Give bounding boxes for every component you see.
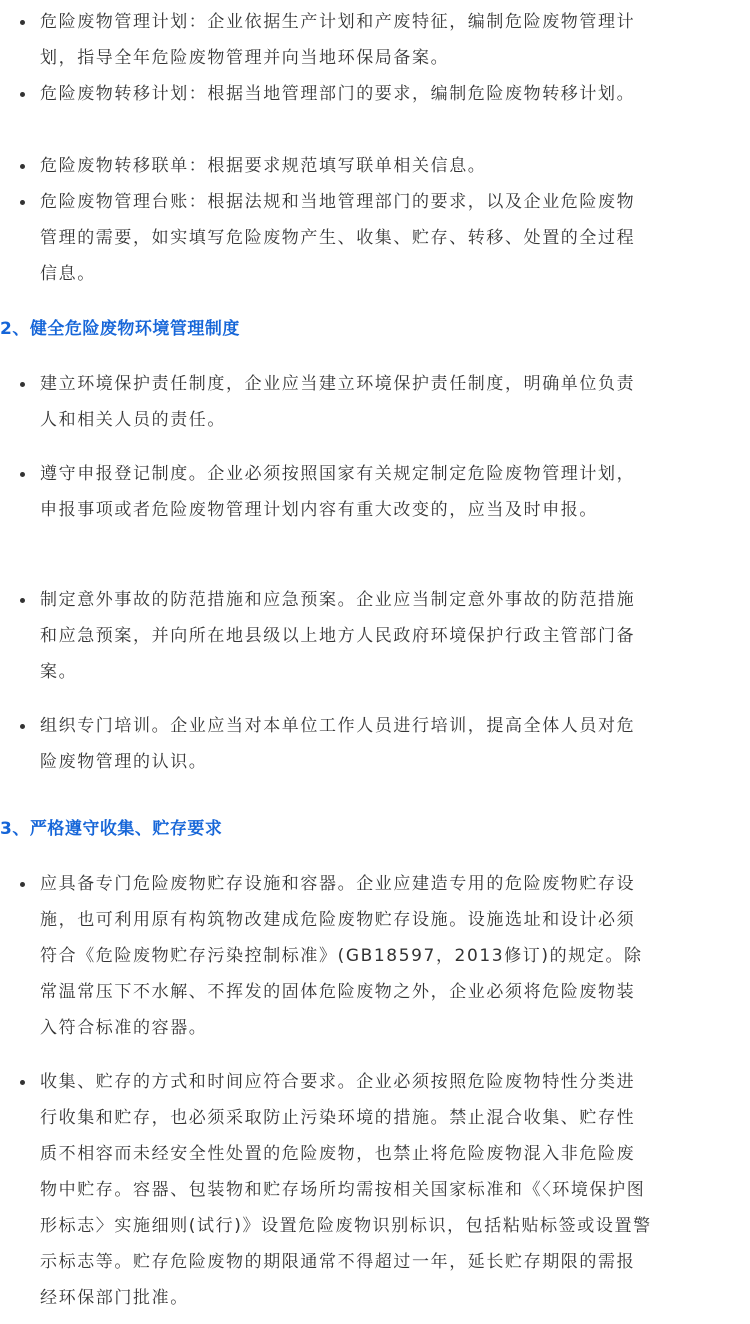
list-item-text: 遵守申报登记制度。企业必须按照国家有关规定制定危险废物管理计划，申报事项或者危险废物管理计划内容有重大改变的，应当及时申报。 (40, 464, 636, 520)
section-heading: 2、健全危险废物环境管理制度 (0, 319, 240, 339)
list-item-text: 制定意外事故的防范措施和应急预案。企业应当制定意外事故的防范措施和应急预案，并向所在地县级以上地方人民政府环境保护行政主管部门备案。 (40, 590, 636, 682)
list-item (0, 4, 750, 76)
bullet-icon (20, 724, 25, 729)
bullet-icon (20, 1080, 25, 1085)
list-item-text: 建立环境保护责任制度，企业应当建立环境保护责任制度，明确单位负责人和相关人员的责任。 (40, 374, 636, 430)
list-item-text: 收集、贮存的方式和时间应符合要求。企业必须按照危险废物特性分类进行收集和贮存，也必须采取防止污染环境的措施。禁止混合收集、贮存性质不相容而未经安全性处置的危险废物，也禁止将危险废物混入非危险废物中贮存。容器、包装物和贮存场所均需按相关国家标准和《〈环境保护图形标志〉实施细则(试行)》设置危险废物识别标识，包括粘贴标签或设置警示标志等。贮存危险废物的期限通常不得超过一年，延长贮存期限的需报经环保部门批准。 (40, 1072, 652, 1308)
list-item-text: 危险废物管理计划：企业依据生产计划和产废特征，编制危险废物管理计划，指导全年危险废物管理并向当地环保局备案。 (40, 12, 636, 68)
bullet-icon (20, 164, 25, 169)
bullet-icon (20, 92, 25, 97)
plan-list (0, 4, 750, 292)
list-item (0, 76, 750, 148)
list-item-text: 组织专门培训。企业应当对本单位工作人员进行培训，提高全体人员对危险废物管理的认识。 (40, 716, 636, 772)
list-item (0, 866, 750, 1046)
bullet-icon (20, 882, 25, 887)
list-item (0, 1064, 750, 1316)
bullet-icon (20, 200, 25, 205)
list-item (0, 366, 750, 438)
list-item-text: 危险废物转移联单：根据要求规范填写联单相关信息。 (40, 156, 487, 176)
system-list (0, 366, 750, 780)
bullet-icon (20, 472, 25, 477)
bullet-icon (20, 382, 25, 387)
section-heading: 3、严格遵守收集、贮存要求 (0, 819, 223, 839)
list-item (0, 184, 750, 292)
list-item-text: 危险废物转移计划：根据当地管理部门的要求，编制危险废物转移计划。 (40, 84, 636, 104)
list-item (0, 708, 750, 780)
list-item (0, 148, 750, 184)
list-item-text: 应具备专门危险废物贮存设施和容器。企业应建造专用的危险废物贮存设施，也可利用原有构筑物改建成危险废物贮存设施。设施选址和设计必须符合《危险废物贮存污染控制标准》(GB18597，2013修订)的规定。除常温常压下不水解、不挥发的固体危险废物之外，企业必须将危险废物装入符合标准的容器。 (40, 874, 643, 1038)
bullet-icon (20, 20, 25, 25)
list-item-text: 危险废物管理台账：根据法规和当地管理部门的要求，以及企业危险废物管理的需要，如实填写危险废物产生、收集、贮存、转移、处置的全过程信息。 (40, 192, 636, 284)
bullet-icon (20, 598, 25, 603)
storage-list (0, 866, 750, 1316)
list-item (0, 456, 750, 564)
list-item (0, 582, 750, 690)
